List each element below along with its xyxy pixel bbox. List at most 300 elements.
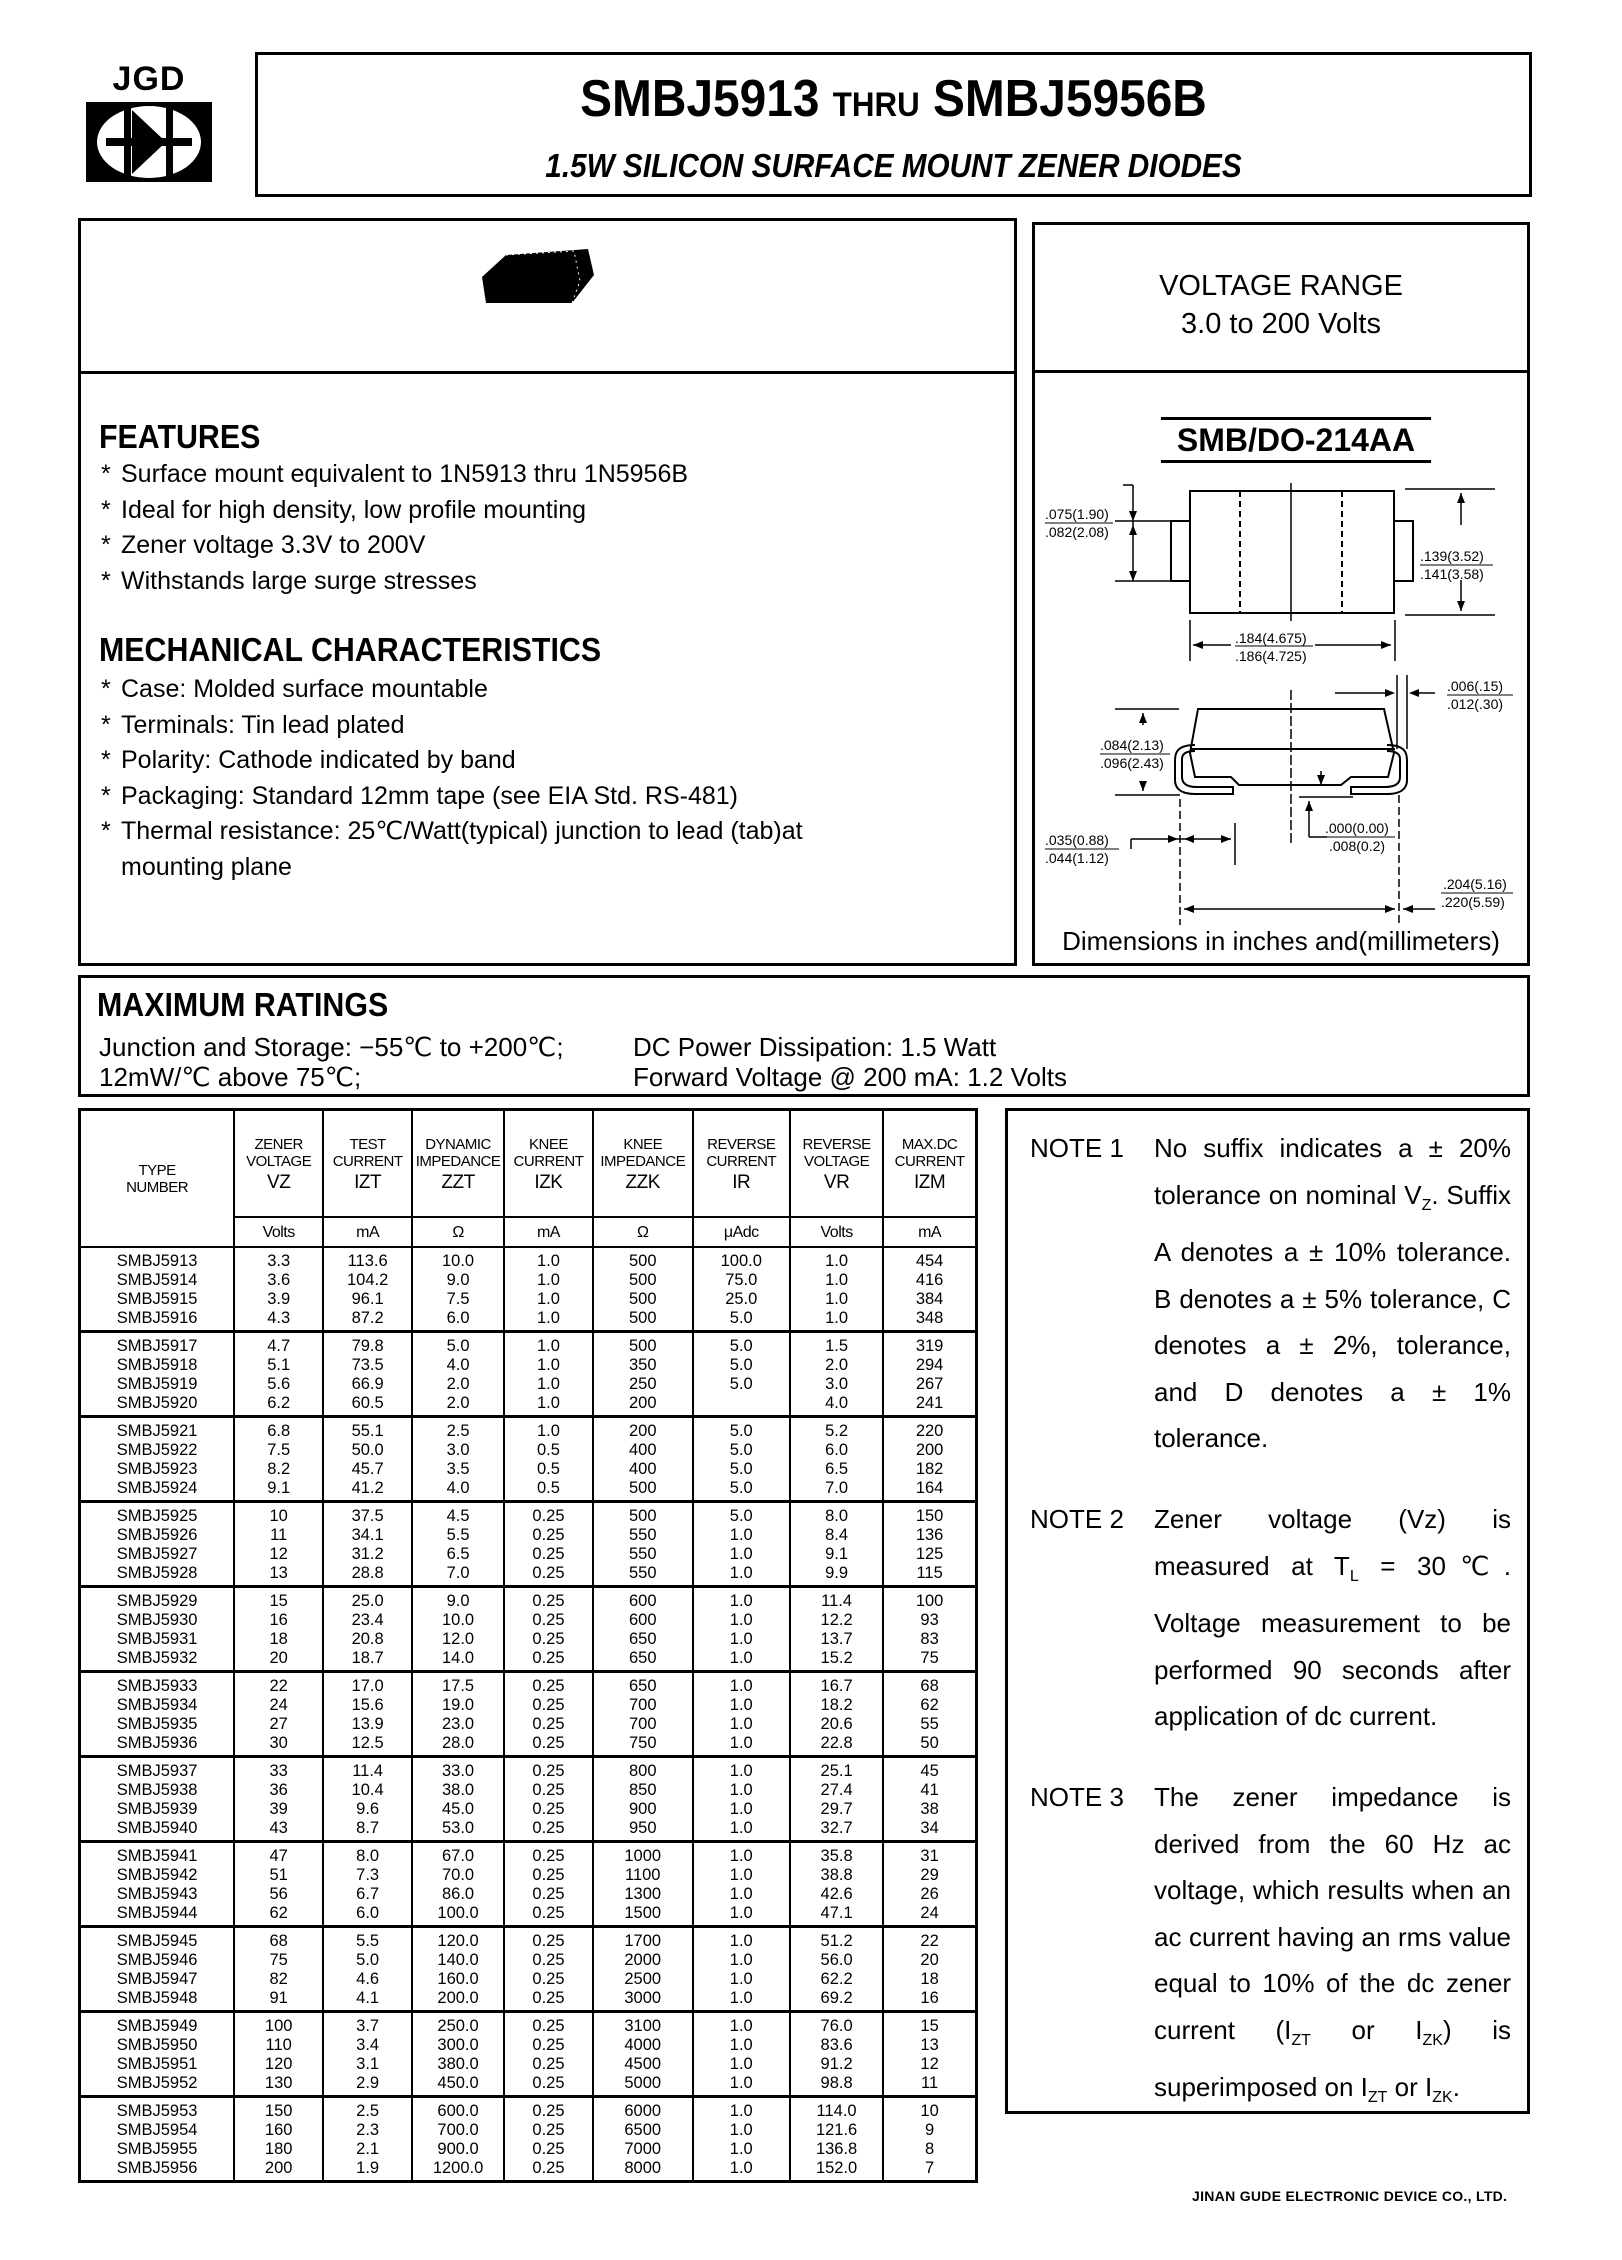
- value-cell: 348: [883, 1309, 976, 1332]
- value-cell: 15: [883, 2012, 976, 2037]
- value-cell: 13: [883, 2036, 976, 2055]
- value-cell: 91: [234, 1989, 323, 2012]
- value-cell: 0.25: [504, 1970, 593, 1989]
- mechanical-item: * Thermal resistance: 25℃/Watt(typical) junction to lead (tab)at: [101, 817, 803, 845]
- column-header-knee-impedance: KNEE IMPEDANCE ZZK: [593, 1110, 693, 1218]
- value-cell: 39: [234, 1800, 323, 1819]
- value-cell: 5.0: [323, 1951, 412, 1970]
- value-cell: 380.0: [412, 2055, 504, 2074]
- value-cell: 1.0: [693, 1842, 790, 1867]
- value-cell: 160: [234, 2121, 323, 2140]
- table-row: [80, 1757, 977, 1782]
- feature-item: * Ideal for high density, low profile mounting: [101, 495, 587, 524]
- value-cell: 60.5: [323, 1394, 412, 1417]
- value-cell: 550: [593, 1564, 693, 1587]
- voltage-range-value: 3.0 to 200 Volts: [1181, 308, 1381, 340]
- value-cell: 1.0: [693, 2012, 790, 2037]
- value-cell: 384: [883, 1290, 976, 1309]
- value-cell: 98.8: [790, 2074, 883, 2097]
- value-cell: 12: [234, 1545, 323, 1564]
- value-cell: 34.1: [323, 1526, 412, 1545]
- value-cell: 6.2: [234, 1394, 323, 1417]
- value-cell: 23.4: [323, 1611, 412, 1630]
- value-cell: 8.0: [323, 1842, 412, 1867]
- value-cell: 31: [883, 1842, 976, 1867]
- table-row: [80, 1885, 977, 1904]
- part-to: SMBJ5956B: [932, 70, 1207, 128]
- value-cell: 5.0: [693, 1441, 790, 1460]
- value-cell: 500: [593, 1502, 693, 1527]
- value-cell: 0.25: [504, 1502, 593, 1527]
- value-cell: 12: [883, 2055, 976, 2074]
- value-cell: 5.5: [323, 1927, 412, 1952]
- value-cell: 5.0: [693, 1502, 790, 1527]
- table-row: [80, 1819, 977, 1842]
- value-cell: 200: [234, 2159, 323, 2182]
- value-cell: 38.0: [412, 1781, 504, 1800]
- value-cell: 69.2: [790, 1989, 883, 2012]
- value-cell: 2500: [593, 1970, 693, 1989]
- value-cell: 600: [593, 1611, 693, 1630]
- value-cell: 24: [883, 1904, 976, 1927]
- title-box: [255, 52, 1532, 197]
- value-cell: 16: [234, 1611, 323, 1630]
- table-row: [80, 1649, 977, 1672]
- value-cell: 4.0: [790, 1394, 883, 1417]
- value-cell: 0.25: [504, 1819, 593, 1842]
- table-row: [80, 1951, 977, 1970]
- package-photo-icon: [476, 243, 616, 313]
- features-list: [101, 457, 688, 599]
- table-row: [80, 1309, 977, 1332]
- value-cell: 1.0: [790, 1271, 883, 1290]
- value-cell: 1.0: [693, 1819, 790, 1842]
- value-cell: 1000: [593, 1842, 693, 1867]
- table-row: [80, 1460, 977, 1479]
- value-cell: 750: [593, 1734, 693, 1757]
- company-logo: [80, 62, 218, 184]
- value-cell: 5.0: [693, 1356, 790, 1375]
- value-cell: 24: [234, 1696, 323, 1715]
- package-outline-drawing: [1035, 225, 1527, 965]
- value-cell: 3.7: [323, 2012, 412, 2037]
- value-cell: 1.0: [693, 1970, 790, 1989]
- value-cell: 6.0: [790, 1441, 883, 1460]
- value-cell: 6.5: [412, 1545, 504, 1564]
- value-cell: 13.9: [323, 1715, 412, 1734]
- value-cell: 1.0: [693, 1545, 790, 1564]
- value-cell: 11.4: [323, 1757, 412, 1782]
- value-cell: 1.0: [790, 1290, 883, 1309]
- value-cell: 114.0: [790, 2097, 883, 2122]
- note-label: NOTE 1: [1030, 1133, 1124, 1163]
- type-number-cell: SMBJ5928: [80, 1564, 235, 1587]
- value-cell: 93: [883, 1611, 976, 1630]
- value-cell: 0.25: [504, 1564, 593, 1587]
- value-cell: 500: [593, 1309, 693, 1332]
- value-cell: 9.1: [790, 1545, 883, 1564]
- value-cell: 5000: [593, 2074, 693, 2097]
- value-cell: 15.6: [323, 1696, 412, 1715]
- value-cell: 1.0: [693, 1611, 790, 1630]
- value-cell: 500: [593, 1332, 693, 1357]
- value-cell: 104.2: [323, 1271, 412, 1290]
- value-cell: 0.25: [504, 2055, 593, 2074]
- value-cell: 5.0: [693, 1460, 790, 1479]
- svg-text:.204(5.16): .204(5.16): [1443, 876, 1507, 892]
- column-header-knee-current: KNEE CURRENT IZK: [504, 1110, 593, 1218]
- value-cell: 0.25: [504, 1649, 593, 1672]
- dimensions-caption: Dimensions in inches and(millimeters): [1062, 926, 1500, 956]
- page-subtitle: 1.5W SILICON SURFACE MOUNT ZENER DIODES: [545, 147, 1242, 184]
- type-number-cell: SMBJ5944: [80, 1904, 235, 1927]
- type-number-cell: SMBJ5950: [80, 2036, 235, 2055]
- value-cell: 8: [883, 2140, 976, 2159]
- value-cell: 0.25: [504, 1800, 593, 1819]
- note-body: Zener voltage (Vz) is measured at $T_L$ = 30℃. Voltage measurement to be performed 90 seconds after application of dc current.: [1154, 1504, 1511, 1732]
- value-cell: 87.2: [323, 1309, 412, 1332]
- value-cell: 51: [234, 1866, 323, 1885]
- value-cell: 17.0: [323, 1672, 412, 1697]
- value-cell: 900.0: [412, 2140, 504, 2159]
- table-row: [80, 2121, 977, 2140]
- value-cell: 241: [883, 1394, 976, 1417]
- value-cell: 4.0: [412, 1356, 504, 1375]
- value-cell: 0.5: [504, 1460, 593, 1479]
- type-number-cell: SMBJ5946: [80, 1951, 235, 1970]
- value-cell: 5.5: [412, 1526, 504, 1545]
- value-cell: 18: [883, 1970, 976, 1989]
- type-number-cell: SMBJ5942: [80, 1866, 235, 1885]
- table-row: [80, 1290, 977, 1309]
- value-cell: 62: [883, 1696, 976, 1715]
- value-cell: 17.5: [412, 1672, 504, 1697]
- value-cell: 454: [883, 1247, 976, 1271]
- value-cell: 3.9: [234, 1290, 323, 1309]
- value-cell: 3.6: [234, 1271, 323, 1290]
- value-cell: 319: [883, 1332, 976, 1357]
- value-cell: 55.1: [323, 1417, 412, 1442]
- value-cell: 37.5: [323, 1502, 412, 1527]
- value-cell: 66.9: [323, 1375, 412, 1394]
- value-cell: 6.7: [323, 1885, 412, 1904]
- value-cell: 9.0: [412, 1587, 504, 1612]
- value-cell: 3.1: [323, 2055, 412, 2074]
- value-cell: 28.8: [323, 1564, 412, 1587]
- value-cell: 5.0: [693, 1479, 790, 1502]
- value-cell: 2.9: [323, 2074, 412, 2097]
- value-cell: 500: [593, 1271, 693, 1290]
- table-row: [80, 1247, 977, 1271]
- type-number-cell: SMBJ5933: [80, 1672, 235, 1697]
- table-row: [80, 1356, 977, 1375]
- value-cell: 9: [883, 2121, 976, 2140]
- type-number-cell: SMBJ5934: [80, 1696, 235, 1715]
- feature-item: * Surface mount equivalent to 1N5913 thru 1N5956B: [101, 460, 689, 488]
- value-cell: 6000: [593, 2097, 693, 2122]
- value-cell: [693, 1394, 790, 1417]
- value-cell: 4.7: [234, 1332, 323, 1357]
- value-cell: 4.3: [234, 1309, 323, 1332]
- package-photo-area: [81, 221, 1014, 374]
- value-cell: 4.6: [323, 1970, 412, 1989]
- value-cell: 5.2: [790, 1417, 883, 1442]
- value-cell: 300.0: [412, 2036, 504, 2055]
- type-number-cell: SMBJ5947: [80, 1970, 235, 1989]
- value-cell: 20.6: [790, 1715, 883, 1734]
- type-number-cell: SMBJ5935: [80, 1715, 235, 1734]
- type-number-cell: SMBJ5929: [80, 1587, 235, 1612]
- unit-cell: Volts: [790, 1217, 883, 1247]
- value-cell: 3.0: [412, 1441, 504, 1460]
- value-cell: 1.0: [693, 1927, 790, 1952]
- value-cell: 1.0: [693, 2121, 790, 2140]
- mechanical-item: * Case: Molded surface mountable: [101, 675, 488, 703]
- value-cell: 120.0: [412, 1927, 504, 1952]
- value-cell: 47.1: [790, 1904, 883, 1927]
- value-cell: 5.0: [693, 1309, 790, 1332]
- table-row: [80, 1630, 977, 1649]
- value-cell: 11.4: [790, 1587, 883, 1612]
- table-row: [80, 1545, 977, 1564]
- value-cell: 200: [883, 1441, 976, 1460]
- value-cell: 0.25: [504, 1696, 593, 1715]
- value-cell: 83: [883, 1630, 976, 1649]
- value-cell: 96.1: [323, 1290, 412, 1309]
- value-cell: 56: [234, 1885, 323, 1904]
- page-title: [309, 69, 1478, 129]
- value-cell: 62.2: [790, 1970, 883, 1989]
- table-row: [80, 2097, 977, 2122]
- value-cell: 68: [234, 1927, 323, 1952]
- value-cell: 31.2: [323, 1545, 412, 1564]
- value-cell: 0.25: [504, 1989, 593, 2012]
- value-cell: 36: [234, 1781, 323, 1800]
- table-row: [80, 1611, 977, 1630]
- table-row: [80, 1502, 977, 1527]
- value-cell: 5.0: [693, 1332, 790, 1357]
- value-cell: 0.25: [504, 2097, 593, 2122]
- value-cell: 220: [883, 1417, 976, 1442]
- feature-item: * Withstands large surge stresses: [101, 566, 477, 595]
- value-cell: 7.3: [323, 1866, 412, 1885]
- value-cell: 41.2: [323, 1479, 412, 1502]
- value-cell: 22: [883, 1927, 976, 1952]
- value-cell: 950: [593, 1819, 693, 1842]
- value-cell: 125: [883, 1545, 976, 1564]
- value-cell: 136.8: [790, 2140, 883, 2159]
- type-number-cell: SMBJ5956: [80, 2159, 235, 2182]
- type-number-cell: SMBJ5916: [80, 1309, 235, 1332]
- value-cell: 45.7: [323, 1460, 412, 1479]
- value-cell: 22.8: [790, 1734, 883, 1757]
- type-number-cell: SMBJ5941: [80, 1842, 235, 1867]
- value-cell: 41: [883, 1781, 976, 1800]
- value-cell: 10.0: [412, 1611, 504, 1630]
- value-cell: 7.5: [234, 1441, 323, 1460]
- value-cell: 33: [234, 1757, 323, 1782]
- value-cell: 1.0: [693, 1951, 790, 1970]
- value-cell: 5.6: [234, 1375, 323, 1394]
- value-cell: 1.5: [790, 1332, 883, 1357]
- value-cell: 1.0: [693, 1904, 790, 1927]
- value-cell: 12.0: [412, 1630, 504, 1649]
- value-cell: 1500: [593, 1904, 693, 1927]
- column-header-dynamic-impedance: DYNAMIC IMPEDANCE ZZT: [412, 1110, 504, 1218]
- value-cell: 83.6: [790, 2036, 883, 2055]
- value-cell: 1.0: [693, 2097, 790, 2122]
- table-row: [80, 1989, 977, 2012]
- logo-text: JGD: [112, 60, 186, 98]
- value-cell: 15.2: [790, 1649, 883, 1672]
- value-cell: 1.0: [693, 1989, 790, 2012]
- value-cell: 7.5: [412, 1290, 504, 1309]
- type-number-cell: SMBJ5923: [80, 1460, 235, 1479]
- value-cell: 10: [883, 2097, 976, 2122]
- svg-text:.186(4.725): .186(4.725): [1235, 648, 1307, 664]
- value-cell: 150: [234, 2097, 323, 2122]
- unit-cell: Ω: [593, 1217, 693, 1247]
- value-cell: 16.7: [790, 1672, 883, 1697]
- value-cell: 1.0: [504, 1417, 593, 1442]
- maximum-ratings-heading: MAXIMUM RATINGS: [97, 986, 389, 1023]
- value-cell: 0.25: [504, 2140, 593, 2159]
- table-row: [80, 1842, 977, 1867]
- table-row: [80, 2074, 977, 2097]
- type-number-cell: SMBJ5917: [80, 1332, 235, 1357]
- value-cell: 0.25: [504, 2121, 593, 2140]
- svg-text:.139(3.52): .139(3.52): [1420, 548, 1484, 564]
- value-cell: 1.0: [790, 1309, 883, 1332]
- value-cell: 0.25: [504, 2036, 593, 2055]
- table-row: [80, 1715, 977, 1734]
- type-number-cell: SMBJ5953: [80, 2097, 235, 2122]
- value-cell: 4000: [593, 2036, 693, 2055]
- value-cell: 0.25: [504, 1927, 593, 1952]
- value-cell: 6500: [593, 2121, 693, 2140]
- value-cell: 26: [883, 1885, 976, 1904]
- value-cell: 56.0: [790, 1951, 883, 1970]
- value-cell: 1.0: [693, 2074, 790, 2097]
- value-cell: 9.0: [412, 1271, 504, 1290]
- value-cell: 1.0: [693, 1526, 790, 1545]
- value-cell: 0.25: [504, 2159, 593, 2182]
- value-cell: 0.25: [504, 1526, 593, 1545]
- rating-junction-storage: Junction and Storage: −55℃ to +200℃;: [99, 1032, 564, 1062]
- value-cell: 2.5: [412, 1417, 504, 1442]
- notes-box: [1005, 1108, 1530, 2114]
- note-1: [1030, 1125, 1511, 1462]
- type-number-cell: SMBJ5948: [80, 1989, 235, 2012]
- value-cell: 650: [593, 1649, 693, 1672]
- value-cell: 6.0: [323, 1904, 412, 1927]
- type-number-cell: SMBJ5945: [80, 1927, 235, 1952]
- svg-text:.044(1.12): .044(1.12): [1045, 850, 1109, 866]
- value-cell: 700.0: [412, 2121, 504, 2140]
- value-cell: 1.0: [693, 1757, 790, 1782]
- value-cell: 0.25: [504, 1715, 593, 1734]
- table-row: [80, 1441, 977, 1460]
- value-cell: 5.0: [693, 1375, 790, 1394]
- type-number-cell: SMBJ5920: [80, 1394, 235, 1417]
- value-cell: 1.0: [693, 1564, 790, 1587]
- value-cell: 1.0: [693, 1866, 790, 1885]
- table-row: [80, 1526, 977, 1545]
- value-cell: 1.9: [323, 2159, 412, 2182]
- value-cell: 0.25: [504, 1842, 593, 1867]
- value-cell: 68: [883, 1672, 976, 1697]
- unit-cell: μAdc: [693, 1217, 790, 1247]
- value-cell: 0.25: [504, 1734, 593, 1757]
- value-cell: 12.5: [323, 1734, 412, 1757]
- thru-label: THRU: [832, 86, 920, 124]
- value-cell: 8.2: [234, 1460, 323, 1479]
- type-number-cell: SMBJ5939: [80, 1800, 235, 1819]
- value-cell: 75: [234, 1951, 323, 1970]
- value-cell: 400: [593, 1441, 693, 1460]
- svg-text:.006(.15): .006(.15): [1447, 678, 1504, 694]
- value-cell: 1.0: [504, 1375, 593, 1394]
- type-number-cell: SMBJ5937: [80, 1757, 235, 1782]
- value-cell: 13.7: [790, 1630, 883, 1649]
- value-cell: 1.0: [693, 1649, 790, 1672]
- value-cell: 38: [883, 1800, 976, 1819]
- value-cell: 22: [234, 1672, 323, 1697]
- value-cell: 5.1: [234, 1356, 323, 1375]
- column-header-zener-voltage: ZENER VOLTAGE VZ: [234, 1110, 323, 1218]
- table-row: [80, 1417, 977, 1442]
- value-cell: 3.3: [234, 1247, 323, 1271]
- svg-text:.184(4.675): .184(4.675): [1235, 630, 1307, 646]
- value-cell: 11: [234, 1526, 323, 1545]
- svg-text:.035(0.88): .035(0.88): [1045, 832, 1109, 848]
- table-body: [80, 1247, 977, 2182]
- value-cell: 120: [234, 2055, 323, 2074]
- value-cell: 1.0: [693, 1885, 790, 1904]
- value-cell: 18.2: [790, 1696, 883, 1715]
- value-cell: 500: [593, 1290, 693, 1309]
- type-number-cell: SMBJ5955: [80, 2140, 235, 2159]
- value-cell: 2.3: [323, 2121, 412, 2140]
- unit-cell: mA: [323, 1217, 412, 1247]
- value-cell: 400: [593, 1460, 693, 1479]
- package-name: SMB/DO-214AA: [1161, 417, 1431, 463]
- table-row: [80, 1696, 977, 1715]
- value-cell: 9.1: [234, 1479, 323, 1502]
- value-cell: 28.0: [412, 1734, 504, 1757]
- value-cell: 350: [593, 1356, 693, 1375]
- value-cell: 2.0: [790, 1356, 883, 1375]
- mechanical-heading: MECHANICAL CHARACTERISTICS: [99, 631, 602, 668]
- value-cell: 200: [593, 1417, 693, 1442]
- mechanical-item-continuation: mounting plane: [121, 852, 292, 881]
- value-cell: 1.0: [693, 1715, 790, 1734]
- features-heading: FEATURES: [99, 418, 261, 455]
- value-cell: 1.0: [693, 2140, 790, 2159]
- unit-cell: mA: [883, 1217, 976, 1247]
- type-number-cell: SMBJ5940: [80, 1819, 235, 1842]
- rating-derating: 12mW/℃ above 75℃;: [99, 1062, 362, 1092]
- column-header-test-current: TEST CURRENT IZT: [323, 1110, 412, 1218]
- value-cell: 43: [234, 1819, 323, 1842]
- value-cell: 16: [883, 1989, 976, 2012]
- value-cell: 62: [234, 1904, 323, 1927]
- value-cell: 18: [234, 1630, 323, 1649]
- type-number-cell: SMBJ5921: [80, 1417, 235, 1442]
- type-number-cell: SMBJ5952: [80, 2074, 235, 2097]
- value-cell: 35.8: [790, 1842, 883, 1867]
- value-cell: 115: [883, 1564, 976, 1587]
